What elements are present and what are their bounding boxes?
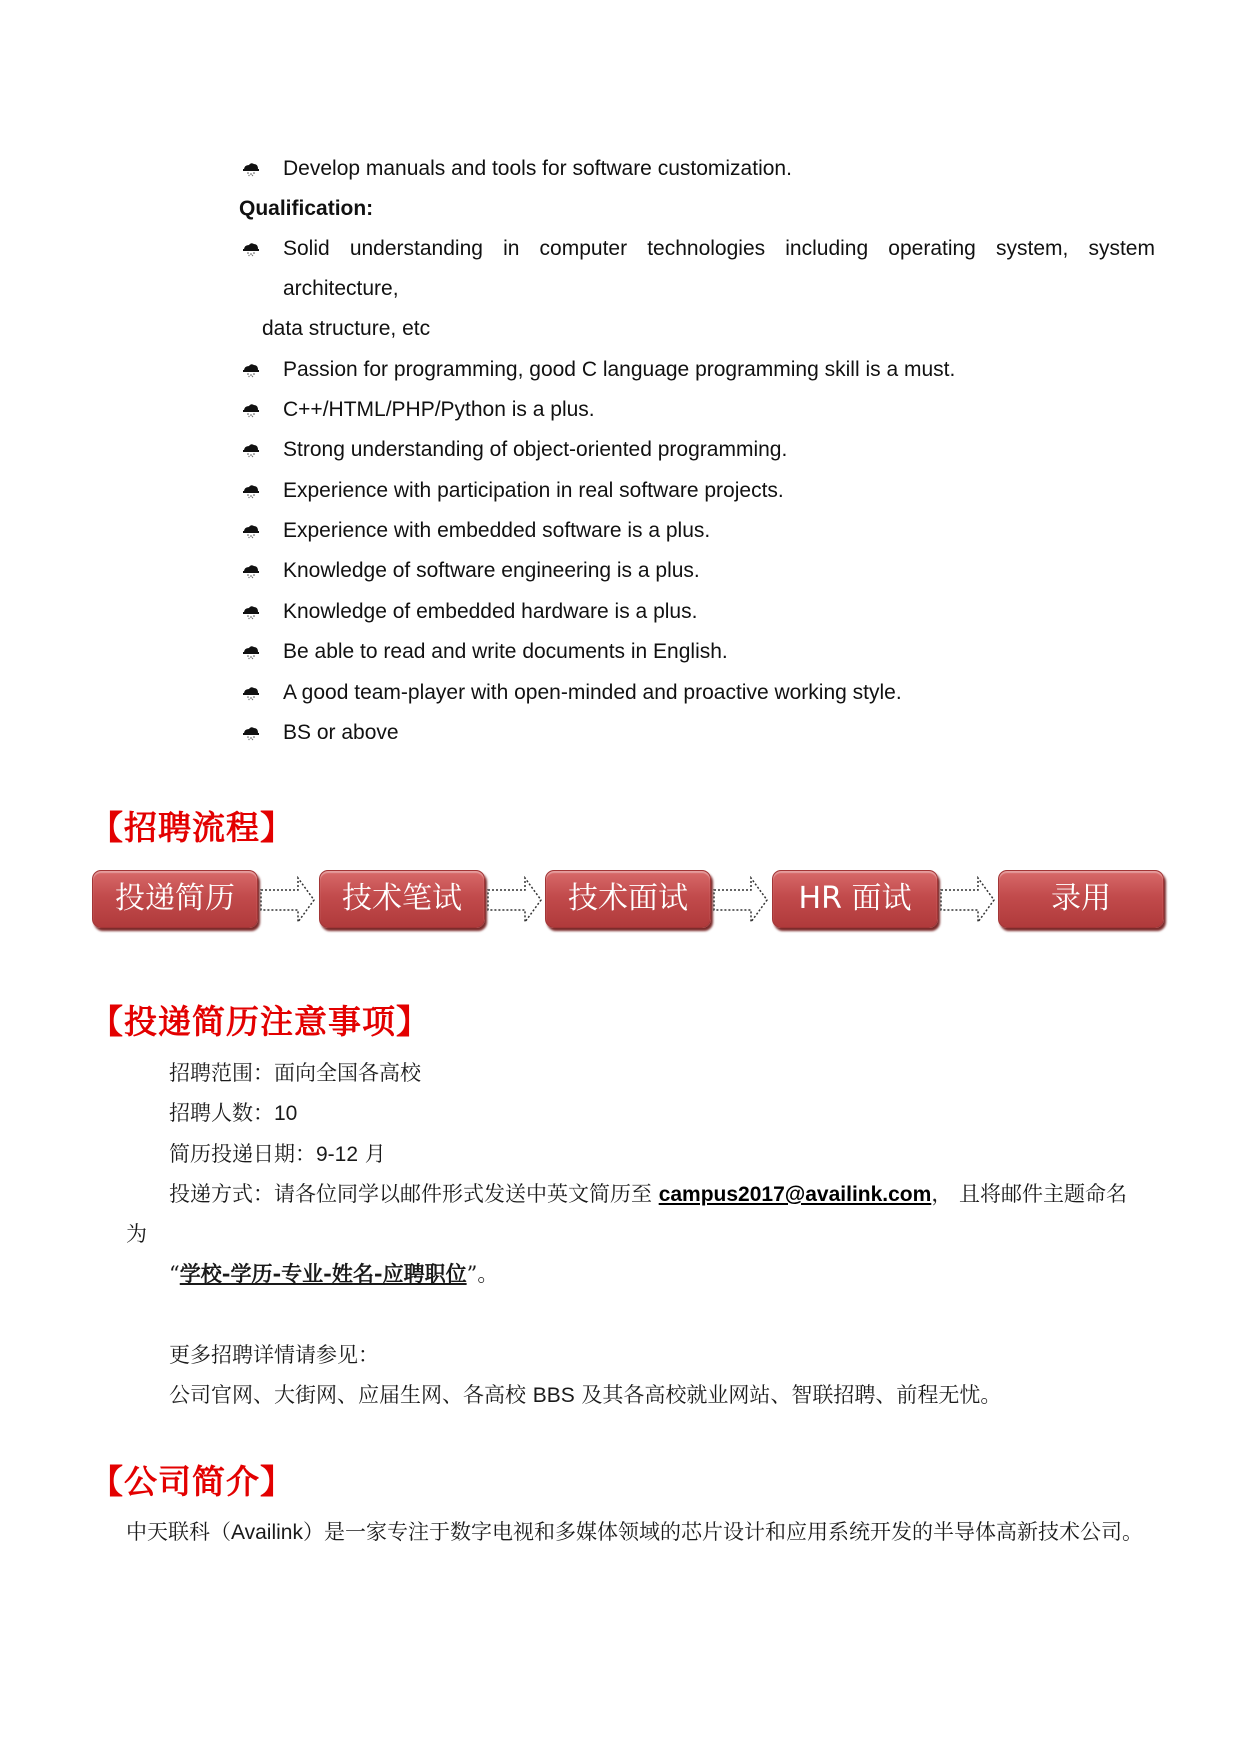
scope-label: 招聘范围： [169,1061,274,1085]
qualification-item: A good team-player with open-minded and proactive working style. [283,681,902,704]
responsibility-item: Develop manuals and tools for software customization. [283,157,792,180]
email-link[interactable]: campus2017@availink.com [658,1183,932,1206]
qualification-item-extra: data structure, etc [262,317,431,340]
rain-cloud-icon [242,162,260,176]
word: in [503,237,520,260]
method-wrap: 为 [126,1222,147,1246]
qualification-item: Be able to read and write documents in English. [283,640,728,663]
sources-post: 及其各高校就业网站、智联招聘、前程无忧。 [574,1383,1002,1407]
intro-pre: 中天联科（ [126,1520,231,1544]
word: system, [996,237,1069,260]
qualification-item: Passion for programming, good C language programming skill is a must. [283,358,956,381]
qualification-item: Knowledge of software engineering is a plus. [283,559,700,582]
sources-pre: 公司官网、大街网、应届生网、各高校 [169,1383,533,1407]
rain-cloud-icon [242,484,260,498]
close-quote: ”。 [466,1262,499,1286]
recruit-count [169,1100,297,1127]
dotted-right-arrow-icon [487,876,543,924]
intro-post: ）是一家专注于数字电视和多媒体领域的芯片设计和应用系统开发的半导体高新技术公司。 [302,1520,1143,1544]
open-quote: “ [169,1262,180,1286]
process-step-submit-resume: 投递简历 [92,870,258,928]
process-step-offer: 录用 [998,870,1164,928]
word: technologies [647,237,766,260]
subject-format-line [169,1261,498,1287]
process-heading: 【招聘流程】 [90,808,294,847]
rain-cloud-icon [242,726,260,740]
qualification-item: Experience with participation in real software projects. [283,479,784,502]
word: computer [539,237,628,260]
intro-name: Availink [231,1521,303,1544]
rain-cloud-icon [242,443,260,457]
word: operating [888,237,976,260]
recruit-scope [169,1060,421,1086]
qualification-item: Strong understanding of object-oriented programming. [283,438,788,461]
process-step-written-test: 技术笔试 [319,870,485,928]
word: system [1088,237,1155,260]
word: including [785,237,869,260]
more-info-label: 更多招聘详情请参见： [169,1343,379,1367]
submission-method [169,1181,1127,1208]
method-text: 请各位同学以邮件形式发送中英文简历至 [274,1182,659,1206]
more-info-sources [169,1382,1001,1409]
rain-cloud-icon [242,645,260,659]
rain-cloud-icon [242,242,260,256]
sources-bbs: BBS [532,1384,575,1407]
word: understanding [349,237,483,260]
date-unit: 月 [358,1142,386,1166]
rain-cloud-icon [242,605,260,619]
rain-cloud-icon [242,403,260,417]
qualification-heading: Qualification: [239,197,374,220]
process-step-hr-interview: HR 面试 [772,870,938,928]
qualification-item: Knowledge of embedded hardware is a plus. [283,600,698,623]
method-after-email: ， 且将邮件主题命名 [931,1182,1127,1206]
dotted-right-arrow-icon [260,876,316,924]
count-label: 招聘人数： [169,1101,274,1125]
rain-cloud-icon [242,524,260,538]
qualification-item: C++/HTML/PHP/Python is a plus. [283,398,595,421]
dotted-right-arrow-icon [713,876,769,924]
rain-cloud-icon [242,686,260,700]
dotted-right-arrow-icon [940,876,996,924]
notes-heading: 【投递简历注意事项】 [90,1002,430,1041]
company-intro [126,1519,1143,1546]
qualification-item-justified [283,236,1155,262]
subject-format: 学校-学历-专业-姓名-应聘职位 [179,1261,467,1286]
qualification-item: Experience with embedded software is a plus. [283,519,711,542]
submission-date [169,1141,386,1168]
count-value: 10 [274,1102,298,1125]
qualification-item: BS or above [283,721,399,744]
company-heading: 【公司简介】 [90,1462,294,1501]
rain-cloud-icon [242,363,260,377]
rain-cloud-icon [242,564,260,578]
date-label: 简历投递日期： [169,1142,316,1166]
word: Solid [283,237,330,260]
qualification-item-continuation: architecture, [283,277,399,300]
date-value: 9-12 [316,1143,359,1166]
method-label: 投递方式： [169,1182,274,1206]
process-step-tech-interview: 技术面试 [545,870,711,928]
scope-value: 面向全国各高校 [274,1061,421,1085]
